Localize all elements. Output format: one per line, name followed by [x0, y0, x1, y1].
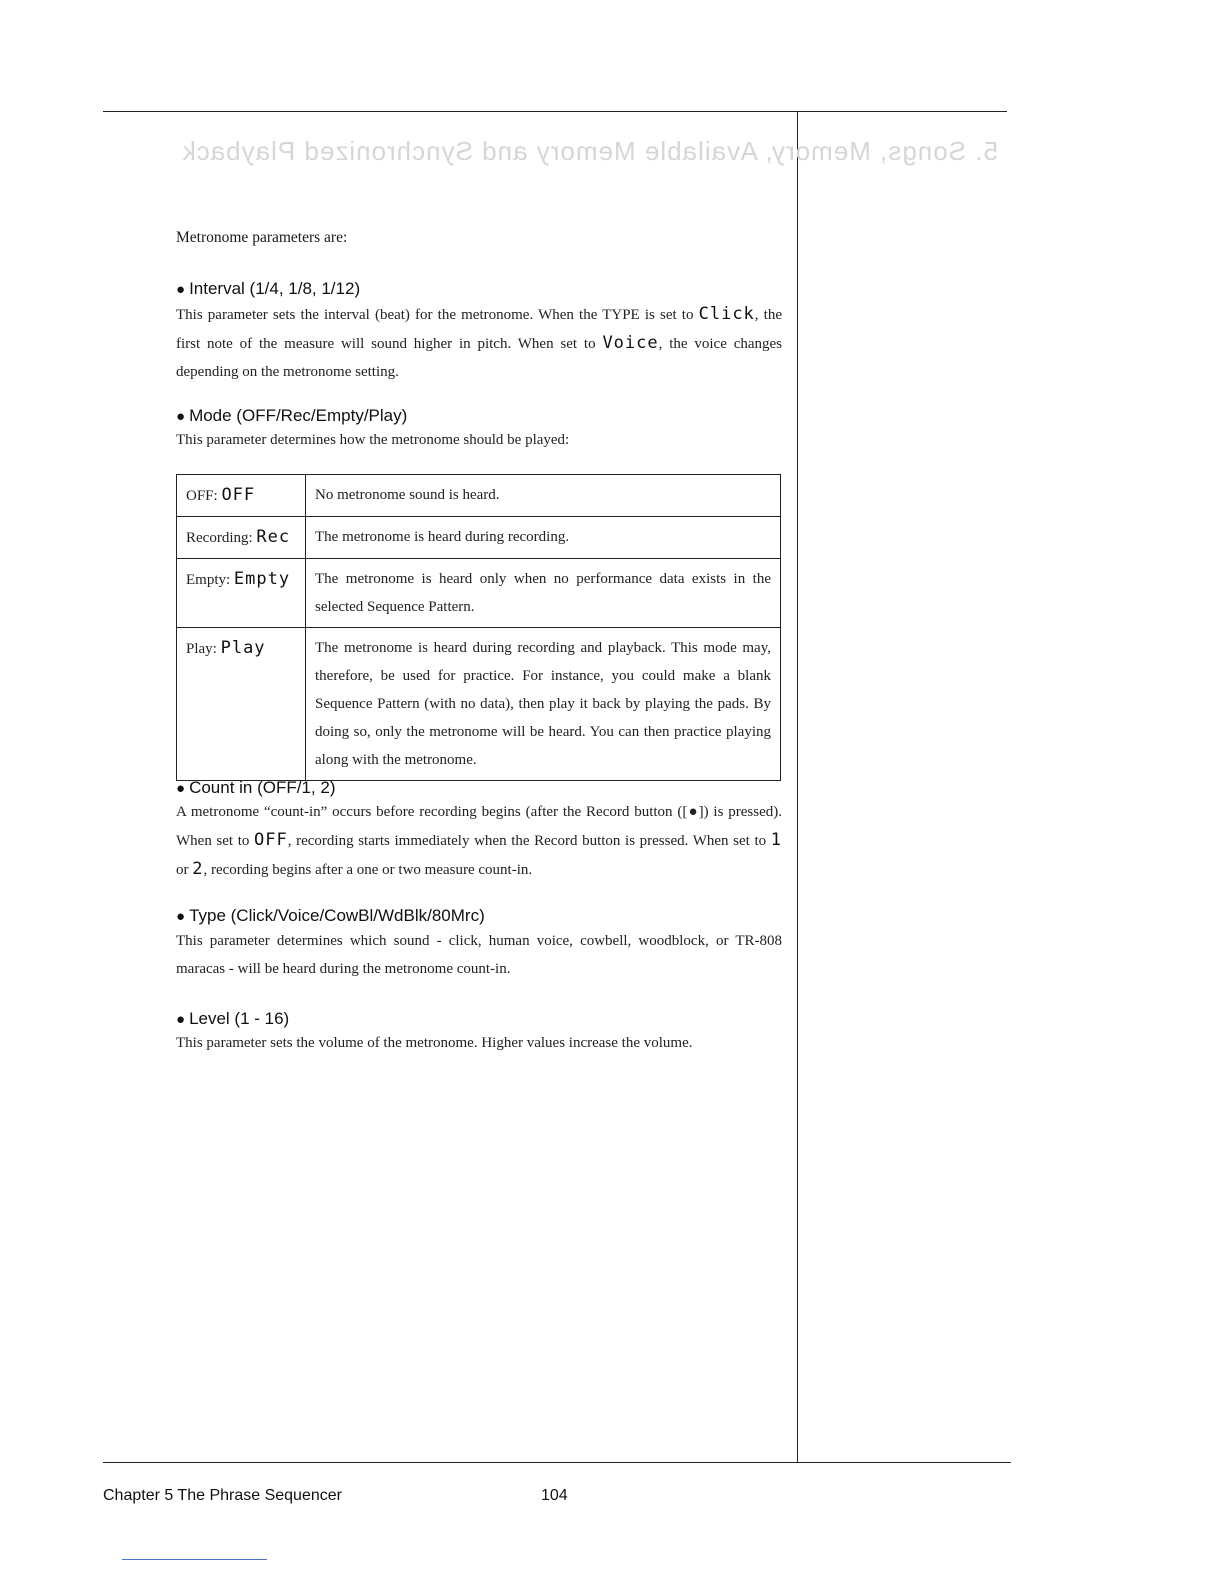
level-heading: ● Level (1 - 16)	[176, 1009, 290, 1028]
count-in-description: A metronome “count-in” occurs before recording begins (after the Record button ([●]) is pressed). When set to OFF, recording starts immediately when the Record button is pressed. When set to 1 or 2, recording begins after a one or two measure count-in.	[176, 804, 782, 879]
interval-description: This parameter sets the interval (beat) for the metronome. When the TYPE is set to Click, the first note of the measure will sound higher in pitch. When set to Voice, the voice changes depending on the metronome setting.	[176, 304, 783, 380]
lcd-2: 2	[192, 859, 204, 879]
mode-text-rec: The metronome is heard during recording.	[306, 517, 781, 559]
bleed-through-header: 5. Songs, Memory, Available Memory and Synchronized Playback	[181, 136, 998, 166]
type-heading: ● Type (Click/Voice/CowBl/WdBlk/80Mrc)	[176, 906, 485, 925]
mode-heading: ● Mode (OFF/Rec/Empty/Play)	[176, 406, 408, 425]
interval-heading: ● Interval (1/4, 1/8, 1/12)	[176, 279, 361, 298]
mode-label-empty: Empty: Empty	[177, 559, 306, 628]
level-description: This parameter sets the volume of the metronome. Higher values increase the volume.	[176, 1035, 693, 1051]
lcd-voice: Voice	[602, 333, 659, 353]
lcd-click: Click	[698, 304, 755, 324]
mode-row-off	[177, 475, 781, 517]
margin-rule	[797, 111, 798, 1463]
mode-table	[176, 474, 781, 781]
mode-row-play	[177, 628, 781, 781]
mode-label-rec: Recording: Rec	[177, 517, 306, 559]
lcd-off: OFF	[254, 830, 288, 850]
lcd-1: 1	[770, 830, 782, 850]
top-rule	[103, 111, 1007, 112]
mode-text-play: The metronome is heard during recording and playback. This mode may, therefore, be used for practice. For instance, you could make a blank Sequence Pattern (with no data), then play it back by playing the pads. By doing so, only the metronome will be heard. You can then practice playing along with the metronome.	[306, 628, 781, 781]
mode-row-rec	[177, 517, 781, 559]
mode-text-empty: The metronome is heard only when no performance data exists in the selected Sequence Pattern.	[306, 559, 781, 628]
mode-text-off: No metronome sound is heard.	[306, 475, 781, 517]
count-in-heading: ● Count in (OFF/1, 2)	[176, 778, 336, 797]
bottom-rule	[103, 1462, 1011, 1463]
mode-label-off: OFF: OFF	[177, 475, 306, 517]
mode-row-empty	[177, 559, 781, 628]
scan-mark	[122, 1559, 267, 1560]
footer-chapter: Chapter 5 The Phrase Sequencer	[103, 1487, 342, 1504]
mode-description: This parameter determines how the metronome should be played:	[176, 432, 570, 448]
type-description: This parameter determines which sound - click, human voice, cowbell, woodblock, or TR-808 maracas - will be heard during the metronome count-in.	[176, 933, 782, 977]
mode-label-play: Play: Play	[177, 628, 306, 781]
page-number: 104	[541, 1487, 568, 1504]
intro-text: Metronome parameters are:	[176, 229, 348, 246]
